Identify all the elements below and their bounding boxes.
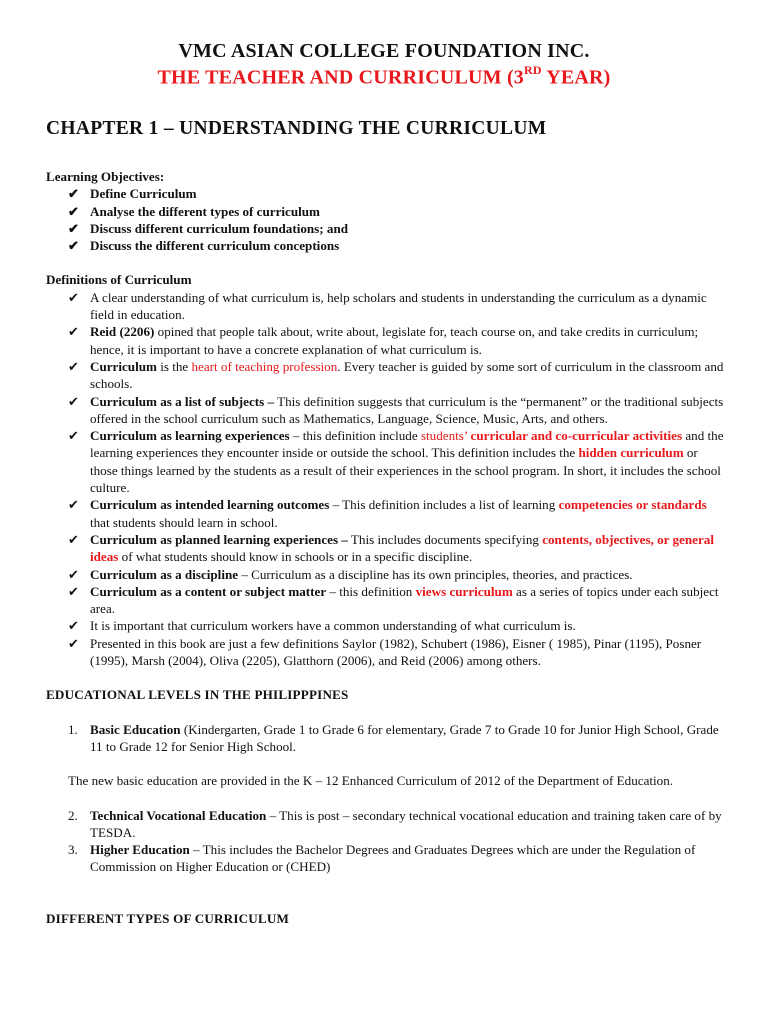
objective-item [68, 237, 728, 254]
highlight-text: contents, objectives, or general ideas [90, 531, 714, 565]
objective-text: Analyse the different types of curriculum [90, 203, 320, 219]
body-text: opined that people talk about, write about, legislate for, teach course on, and take credits in curriculum; hence, it is important to have a concrete explanation of what curriculum is. [90, 324, 699, 357]
body-text: – this definition [326, 583, 416, 599]
list-number: 2. [68, 807, 78, 823]
k12-note: The new basic education are provided in the K – 12 Enhanced Curriculum of 2012 of the Department of Education. [68, 773, 674, 789]
level-description: (Kindergarten, Grade 1 to Grade 6 for elementary, Grade 7 to Grade 10 for Junior High School, Grade 11 to Grade 12 for Senior High School. [90, 721, 719, 754]
checkmark-icon: ✔ [68, 238, 79, 254]
checkmark-icon: ✔ [68, 220, 79, 236]
body-text: . Every teacher is guided by some sort of curriculum in the classroom and schools. [90, 358, 724, 392]
chapter-title: CHAPTER 1 – UNDERSTANDING THE CURRICULUM [46, 118, 547, 139]
term-text: Curriculum as intended learning outcomes [90, 497, 330, 513]
checkmark-icon: ✔ [68, 566, 79, 582]
definition-item [68, 289, 728, 324]
definition-item [68, 583, 728, 618]
checkmark-icon: ✔ [68, 497, 79, 513]
checkmark-icon: ✔ [68, 203, 79, 219]
checkmark-icon: ✔ [68, 618, 79, 634]
definition-item [68, 531, 728, 566]
objective-text: Discuss different curriculum foundations; and [90, 220, 349, 236]
definition-item [68, 496, 728, 531]
highlight-text: curricular and co-curricular activities [470, 428, 683, 444]
spacer [46, 893, 728, 910]
spacer [46, 704, 728, 721]
definition-item [68, 358, 728, 393]
level-name: Technical Vocational Education [90, 807, 267, 823]
levels-heading: EDUCATIONAL LEVELS IN THE PHILIPPPINES [46, 687, 349, 703]
highlight-text: students’ [420, 428, 471, 444]
checkmark-icon: ✔ [68, 186, 79, 202]
spacer [46, 790, 728, 807]
definition-item [68, 566, 728, 583]
objectives-list [46, 185, 728, 254]
definition-item [68, 393, 728, 428]
term-text: Curriculum as planned learning experiences – [90, 531, 348, 547]
body-text: or those things learned by the students as a result of their experiences in the school program. In short, it includes the school culture. [90, 445, 721, 496]
body-text: – this definition include [289, 428, 421, 444]
definition-item [68, 427, 728, 496]
list-item [68, 841, 728, 876]
checkmark-icon: ✔ [68, 393, 79, 409]
definition-item [68, 323, 728, 358]
checkmark-icon: ✔ [68, 358, 79, 374]
types-heading: DIFFERENT TYPES OF CURRICULUM [46, 910, 290, 926]
level-name: Higher Education [90, 842, 190, 858]
term-text: Curriculum as learning experiences [90, 428, 290, 444]
course-title-superscript: RD [524, 63, 542, 77]
spacer [46, 876, 728, 893]
spacer [46, 755, 728, 772]
document-body [46, 168, 728, 927]
list-item [68, 807, 728, 842]
list-item [68, 721, 728, 756]
body-text: – Curriculum as a discipline has its own principles, theories, and practices. [238, 566, 633, 582]
term-text: Curriculum as a content or subject matter [90, 583, 327, 599]
list-number: 3. [68, 842, 78, 858]
body-text: of what students should know in schools or in a specific discipline. [118, 549, 473, 565]
term-text: Reid (2206) [90, 324, 155, 340]
objective-text: Define Curriculum [90, 186, 197, 202]
highlight-text: competencies or standards [558, 497, 707, 513]
body-text: This definition suggests that curriculum is the “permanent” or the traditional subjects offered in the school curriculum such as Mathematics, Language, Science, Music, Arts, and others. [90, 393, 724, 426]
objectives-heading: Learning Objectives: [46, 169, 165, 184]
spacer [46, 669, 728, 686]
level-description: – This is post – secondary technical vocational education and training taken care of by TESDA. [90, 807, 722, 840]
highlight-text: views curriculum [415, 583, 513, 599]
highlight-text: heart of teaching profession [191, 358, 338, 374]
checkmark-icon: ✔ [68, 428, 79, 444]
course-title [0, 65, 768, 90]
definitions-list [46, 289, 728, 670]
course-title-year: YEAR) [541, 66, 611, 89]
body-text: A clear understanding of what curriculum is, help scholars and students in understanding the curriculum as a dynamic field in education. [90, 289, 707, 323]
checkmark-icon: ✔ [68, 635, 79, 651]
objective-item [68, 220, 728, 237]
checkmark-icon: ✔ [68, 583, 79, 599]
objective-item [68, 203, 728, 220]
objective-text: Discuss the different curriculum conceptions [90, 238, 340, 254]
body-text: and the learning experiences they encounter inside or outside the school. This definition includes the [90, 428, 724, 461]
body-text: This includes documents specifying [347, 531, 543, 547]
checkmark-icon: ✔ [68, 324, 79, 340]
term-text: Curriculum as a list of subjects – [90, 393, 275, 409]
spacer [46, 254, 728, 271]
body-text: as a series of topics under each subject area. [90, 583, 719, 617]
levels-list-rest [46, 807, 728, 876]
level-description: – This includes the Bachelor Degrees and Graduates Degrees which are under the Regulation of Commission on Higher Education or (CHED) [90, 842, 696, 875]
organization-title: VMC ASIAN COLLEGE FOUNDATION INC. [178, 40, 590, 62]
body-text: that students should learn in school. [90, 514, 278, 530]
level-name: Basic Education [90, 721, 181, 737]
definitions-heading: Definitions of Curriculum [46, 272, 192, 288]
body-text: – This definition includes a list of learning [329, 497, 559, 513]
list-number: 1. [68, 721, 78, 737]
checkmark-icon: ✔ [68, 289, 79, 305]
definition-item [68, 635, 728, 670]
checkmark-icon: ✔ [68, 531, 79, 547]
highlight-text: hidden curriculum [578, 445, 684, 461]
definition-item [68, 617, 728, 634]
term-text: Curriculum as a discipline [90, 566, 239, 582]
body-text: Presented in this book are just a few definitions Saylor (1982), Schubert (1986), Eisner ( 1985), Pinar (1195), Posner (1995), Marsh (2004), Oliva (2205), Glatthorn (2006), and Reid (2006) among others. [90, 635, 702, 669]
body-text: is the [156, 358, 192, 374]
body-text: It is important that curriculum workers have a common understanding of what curriculum is. [90, 618, 576, 634]
objective-item [68, 185, 728, 202]
course-title-main: THE TEACHER AND CURRICULUM (3 [157, 66, 525, 89]
term-text: Curriculum [90, 358, 157, 374]
levels-list-basic [46, 721, 728, 756]
